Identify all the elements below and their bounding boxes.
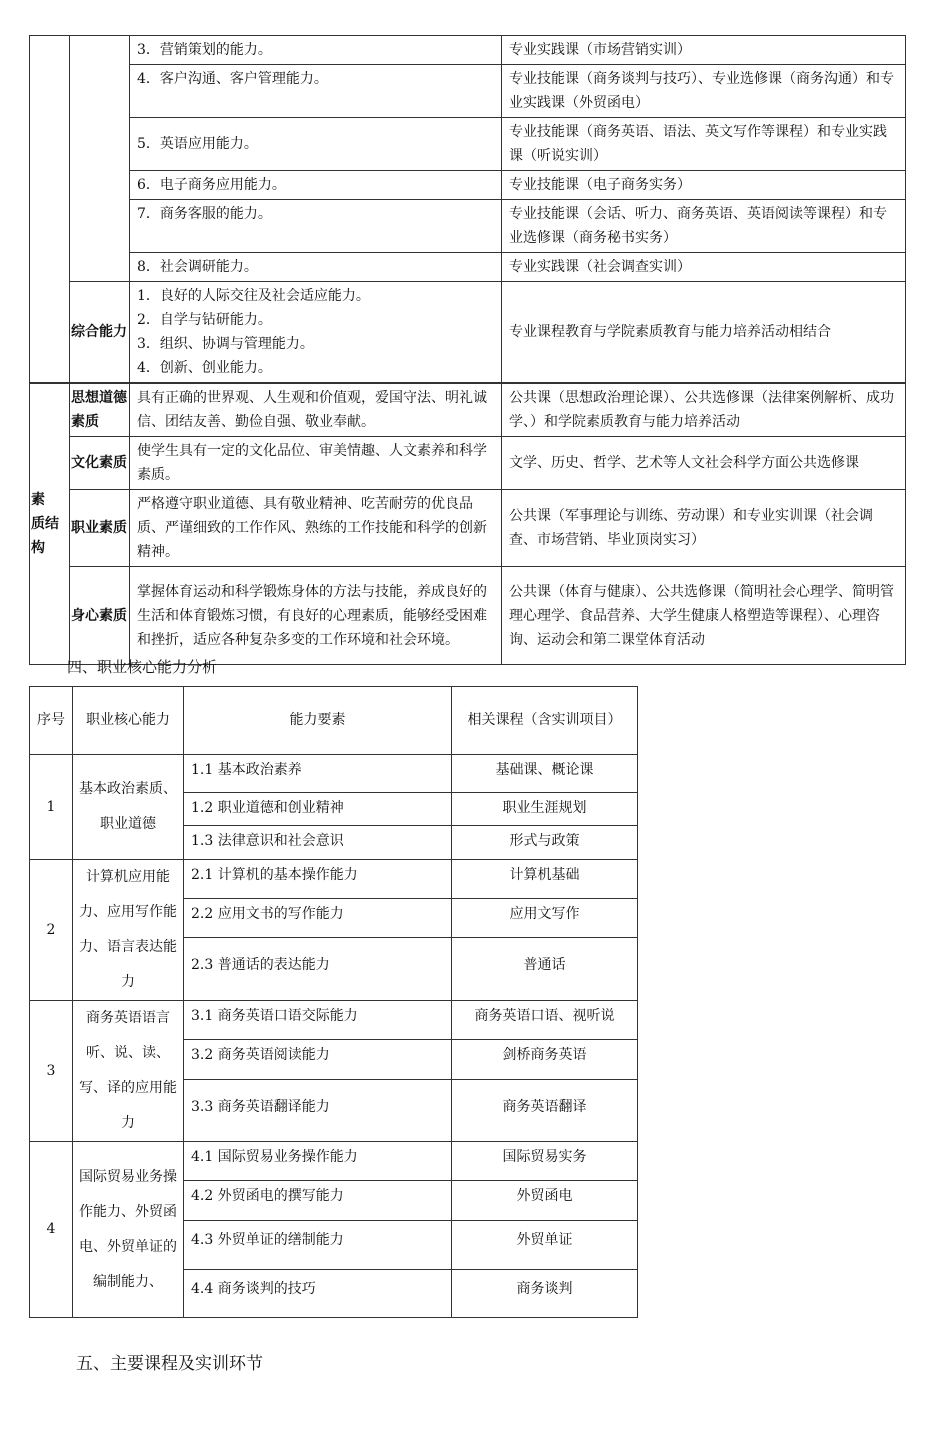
quality-category: 文化素质 xyxy=(70,437,130,490)
course-cell: 公共课（体育与健康）、公共选修课（简明社会心理学、简明管理心理学、食品营养、大学生健康人格塑造等课程）、心理咨询、运动会和第二课堂体育活动 xyxy=(502,567,906,665)
seq-number: 1 xyxy=(30,755,73,860)
related-course: 剑桥商务英语 xyxy=(452,1040,638,1079)
header-core: 职业核心能力 xyxy=(73,687,184,755)
course-cell: 文学、历史、哲学、艺术等人文社会科学方面公共选修课 xyxy=(502,437,906,490)
quality-description: 使学生具有一定的文化品位、审美情趣、人文素养和科学素质。 xyxy=(130,437,502,490)
table-row xyxy=(30,1142,638,1181)
ability-element: 3.3 商务英语翻译能力 xyxy=(184,1079,452,1141)
table-row xyxy=(30,36,906,65)
quality-structure-label: 素 质结构 xyxy=(30,383,70,665)
seq-number: 2 xyxy=(30,860,73,1001)
ability-element: 2.3 普通话的表达能力 xyxy=(184,938,452,1001)
quality-category: 身心素质 xyxy=(70,567,130,665)
core-ability: 基本政治素质、职业道德 xyxy=(73,755,184,860)
ability-element: 3.1 商务英语口语交际能力 xyxy=(184,1001,452,1040)
course-cell: 专业实践课（市场营销实训） xyxy=(502,36,906,65)
course-cell: 专业技能课（会话、听力、商务英语、英语阅读等课程）和专业选修课（商务秘书实务） xyxy=(502,200,906,253)
table-header-row xyxy=(30,687,638,755)
table-row xyxy=(30,490,906,567)
table-row xyxy=(30,65,906,118)
category-empty-cell xyxy=(70,36,130,282)
course-cell: 专业技能课（商务谈判与技巧）、专业选修课（商务沟通）和专业实践课（外贸函电） xyxy=(502,65,906,118)
course-cell: 专业技能课（电子商务实务） xyxy=(502,171,906,200)
quality-category: 职业素质 xyxy=(70,490,130,567)
ability-cell: 5．英语应用能力。 xyxy=(130,118,502,171)
header-elements: 能力要素 xyxy=(184,687,452,755)
ability-element: 4.1 国际贸易业务操作能力 xyxy=(184,1142,452,1181)
comprehensive-items xyxy=(130,282,502,384)
table-row xyxy=(30,860,638,899)
table-row xyxy=(30,282,906,384)
quality-description: 掌握体育运动和科学锻炼身体的方法与技能，养成良好的生活和体育锻炼习惯，有良好的心理素质，能够经受困难和挫折，适应各种复杂多变的工作环境和社会环境。 xyxy=(130,567,502,665)
core-ability-table xyxy=(29,686,638,1318)
course-cell: 专业实践课（社会调查实训） xyxy=(502,253,906,282)
ability-element: 2.1 计算机的基本操作能力 xyxy=(184,860,452,899)
related-course: 普通话 xyxy=(452,938,638,1001)
ability-element: 1.3 法律意识和社会意识 xyxy=(184,826,452,860)
outer-empty-cell xyxy=(30,36,70,384)
related-course: 商务谈判 xyxy=(452,1270,638,1318)
comprehensive-item: 4．创新、创业能力。 xyxy=(137,360,272,376)
ability-element: 2.2 应用文书的写作能力 xyxy=(184,898,452,938)
table-row xyxy=(30,567,906,665)
ability-cell: 8．社会调研能力。 xyxy=(130,253,502,282)
table-row xyxy=(30,1001,638,1040)
related-course: 基础课、概论课 xyxy=(452,755,638,793)
core-ability: 商务英语语言听、说、读、写、译的应用能力 xyxy=(73,1001,184,1142)
comprehensive-item: 2．自学与钻研能力。 xyxy=(137,312,272,328)
ability-cell: 4．客户沟通、客户管理能力。 xyxy=(130,65,502,118)
related-course: 商务英语口语、视听说 xyxy=(452,1001,638,1040)
ability-quality-table xyxy=(29,35,906,665)
related-course: 商务英语翻译 xyxy=(452,1079,638,1141)
course-cell: 公共课（军事理论与训练、劳动课）和专业实训课（社会调查、市场营销、毕业顶岗实习） xyxy=(502,490,906,567)
ability-element: 4.3 外贸单证的缮制能力 xyxy=(184,1221,452,1270)
related-course: 计算机基础 xyxy=(452,860,638,899)
table-row xyxy=(30,383,906,437)
ability-cell: 7．商务客服的能力。 xyxy=(130,200,502,253)
header-seq: 序号 xyxy=(30,687,73,755)
table-row xyxy=(30,755,638,793)
related-course: 应用文写作 xyxy=(452,898,638,938)
quality-description: 具有正确的世界观、人生观和价值观，爱国守法、明礼诚信、团结友善、勤俭自强、敬业奉献。 xyxy=(130,383,502,437)
related-course: 国际贸易实务 xyxy=(452,1142,638,1181)
section-title: 五、主要课程及实训环节 xyxy=(76,1354,263,1374)
table-row xyxy=(30,200,906,253)
comprehensive-item: 1．良好的人际交往及社会适应能力。 xyxy=(137,288,370,304)
ability-element: 1.1 基本政治素养 xyxy=(184,755,452,793)
header-courses: 相关课程（含实训项目） xyxy=(452,687,638,755)
course-cell: 专业技能课（商务英语、语法、英文写作等课程）和专业实践课（听说实训） xyxy=(502,118,906,171)
related-course: 形式与政策 xyxy=(452,826,638,860)
ability-element: 4.2 外贸函电的撰写能力 xyxy=(184,1181,452,1221)
table-row xyxy=(30,253,906,282)
ability-element: 4.4 商务谈判的技巧 xyxy=(184,1270,452,1318)
seq-number: 3 xyxy=(30,1001,73,1142)
related-course: 职业生涯规划 xyxy=(452,793,638,826)
quality-description: 严格遵守职业道德、具有敬业精神、吃苦耐劳的优良品质、严谨细致的工作作风、熟练的工作技能和科学的创新精神。 xyxy=(130,490,502,567)
ability-element: 3.2 商务英语阅读能力 xyxy=(184,1040,452,1079)
section-title: 四、职业核心能力分析 xyxy=(67,658,218,676)
ability-element: 1.2 职业道德和创业精神 xyxy=(184,793,452,826)
core-ability: 计算机应用能力、应用写作能力、语言表达能力 xyxy=(73,860,184,1001)
seq-number: 4 xyxy=(30,1142,73,1318)
table-row xyxy=(30,171,906,200)
comprehensive-item: 3．组织、协调与管理能力。 xyxy=(137,336,314,352)
table-row xyxy=(30,118,906,171)
ability-cell: 6．电子商务应用能力。 xyxy=(130,171,502,200)
comprehensive-category: 综合能力 xyxy=(70,282,130,384)
course-cell: 公共课（思想政治理论课）、公共选修课（法律案例解析、成功学、）和学院素质教育与能力培养活动 xyxy=(502,383,906,437)
core-ability: 国际贸易业务操作能力、外贸函电、外贸单证的编制能力、 xyxy=(73,1142,184,1318)
table-row xyxy=(30,437,906,490)
related-course: 外贸函电 xyxy=(452,1181,638,1221)
related-course: 外贸单证 xyxy=(452,1221,638,1270)
ability-cell: 3．营销策划的能力。 xyxy=(130,36,502,65)
quality-category: 思想道德素质 xyxy=(70,383,130,437)
course-cell: 专业课程教育与学院素质教育与能力培养活动相结合 xyxy=(502,282,906,384)
